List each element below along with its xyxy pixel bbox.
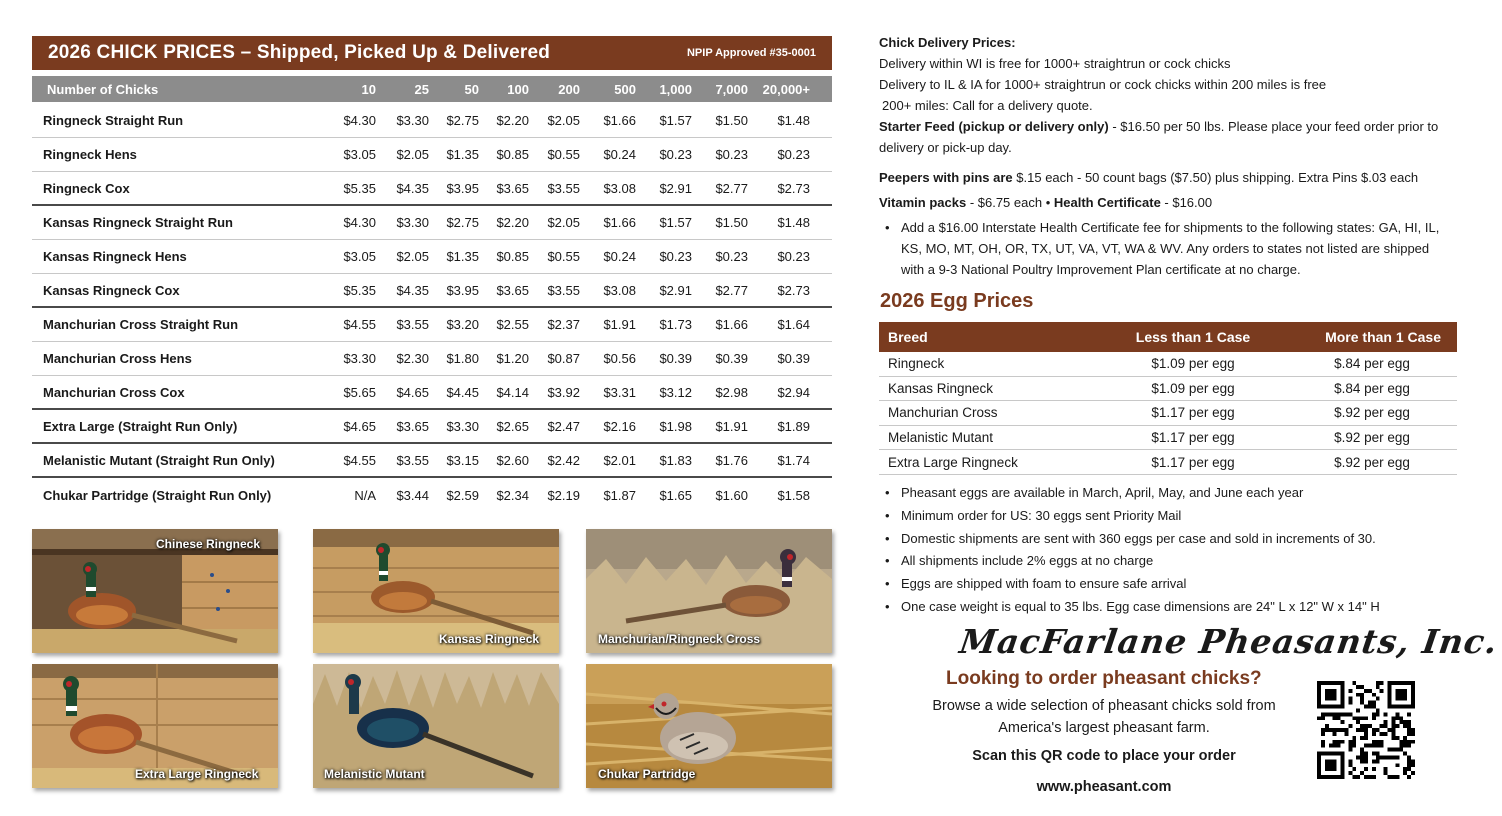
column-header-qty: 200 bbox=[558, 81, 580, 97]
health-certificate-label: Health Certificate bbox=[1053, 195, 1161, 210]
column-header-qty: 50 bbox=[464, 81, 479, 97]
price-cell: $2.77 bbox=[715, 180, 748, 196]
price-cell: $3.05 bbox=[343, 249, 376, 264]
photo-chukar-partridge bbox=[586, 664, 832, 788]
chick-column-headers bbox=[32, 76, 832, 102]
egg-cell-more: $.84 per egg bbox=[1334, 356, 1410, 372]
delivery-line: Delivery to IL & IA for 1000+ straightrun or cock chicks within 200 miles is free bbox=[879, 77, 1327, 92]
price-cell: $3.31 bbox=[603, 384, 636, 400]
price-cell: $5.35 bbox=[343, 282, 376, 298]
price-cell: $3.65 bbox=[396, 418, 429, 434]
egg-cell-less: $1.09 per egg bbox=[1151, 356, 1235, 372]
column-header-qty: 25 bbox=[414, 81, 429, 97]
price-cell: $2.55 bbox=[496, 317, 529, 332]
price-cell: $2.73 bbox=[777, 180, 810, 196]
chick-prices-title: 2026 CHICK PRICES – Shipped, Picked Up & Delivered bbox=[48, 42, 551, 63]
egg-header-breed: Breed bbox=[888, 329, 928, 345]
price-cell: $2.05 bbox=[396, 147, 429, 162]
price-cell: $0.56 bbox=[603, 351, 636, 366]
price-cell: $1.58 bbox=[777, 487, 810, 503]
price-cell: $2.94 bbox=[777, 384, 810, 400]
qr-code-icon[interactable] bbox=[1316, 681, 1416, 779]
table-row bbox=[32, 308, 832, 342]
column-header-name: Number of Chicks bbox=[47, 81, 159, 97]
breed-name: Ringneck Straight Run bbox=[43, 113, 184, 128]
price-cell: $2.01 bbox=[603, 452, 636, 468]
column-header-qty: 10 bbox=[361, 81, 376, 97]
list-item: • One case weight is equal to 35 lbs. Egg case dimensions are 24" L x 12" W x 14" H bbox=[879, 596, 1380, 619]
egg-prices-title: 2026 Egg Prices bbox=[880, 290, 1034, 312]
price-cell: $4.45 bbox=[446, 384, 479, 400]
price-cell: $3.65 bbox=[496, 180, 529, 196]
photo-caption: Extra Large Ringneck bbox=[135, 767, 259, 781]
price-cell: $0.24 bbox=[603, 249, 636, 264]
price-cell: $2.77 bbox=[715, 282, 748, 298]
price-cell: $4.35 bbox=[396, 282, 429, 298]
health-note-line: KS, MO, MT, OH, OR, TX, UT, VA, VT, WA & WV. Any orders to states not listed are shipped bbox=[901, 241, 1430, 256]
table-row bbox=[32, 138, 832, 172]
egg-header-less: Less than 1 Case bbox=[1135, 329, 1251, 345]
price-cell: $4.30 bbox=[343, 113, 376, 128]
egg-cell-more: $.84 per egg bbox=[1334, 380, 1410, 396]
price-cell: $1.20 bbox=[496, 351, 529, 366]
price-cell: $1.87 bbox=[603, 487, 636, 503]
price-cell: $1.91 bbox=[603, 317, 636, 332]
price-cell: $3.30 bbox=[446, 418, 479, 434]
breed-name: Melanistic Mutant (Straight Run Only) bbox=[43, 452, 275, 468]
price-cell: $2.20 bbox=[496, 215, 529, 230]
price-cell: $3.15 bbox=[446, 452, 479, 468]
price-cell: $1.66 bbox=[603, 113, 636, 128]
price-cell: $4.30 bbox=[343, 215, 376, 230]
price-cell: $2.16 bbox=[603, 418, 636, 434]
peepers-info bbox=[879, 167, 1418, 188]
photo-caption: Chukar Partridge bbox=[598, 767, 696, 781]
price-cell: $2.47 bbox=[547, 418, 580, 434]
price-cell: $3.08 bbox=[603, 180, 636, 196]
price-cell: $2.05 bbox=[547, 113, 580, 128]
table-row bbox=[32, 206, 832, 240]
price-cell: $1.83 bbox=[659, 452, 692, 468]
npip-approval: NPIP Approved #35-0001 bbox=[686, 47, 816, 59]
vitamin-text: - $6.75 each • bbox=[966, 195, 1054, 210]
price-cell: $4.14 bbox=[496, 384, 529, 400]
price-cell: $2.65 bbox=[496, 418, 529, 434]
price-cell: $0.23 bbox=[715, 147, 748, 162]
price-cell: $1.35 bbox=[446, 249, 479, 264]
starter-feed-text: - $16.50 per 50 lbs. Please place your feed order prior to bbox=[1108, 119, 1439, 134]
price-cell: $3.44 bbox=[396, 487, 429, 503]
table-row bbox=[879, 377, 1457, 402]
price-cell: $3.12 bbox=[659, 384, 692, 400]
price-cell: $0.55 bbox=[547, 147, 580, 162]
price-cell: $2.30 bbox=[396, 351, 429, 366]
price-cell: $3.95 bbox=[446, 180, 479, 196]
price-cell: $1.35 bbox=[446, 147, 479, 162]
price-cell: $1.66 bbox=[603, 215, 636, 230]
price-cell: $3.95 bbox=[446, 282, 479, 298]
price-cell: $2.75 bbox=[446, 113, 479, 128]
order-description-line: Browse a wide selection of pheasant chicks sold from bbox=[932, 698, 1276, 714]
price-cell: $2.59 bbox=[446, 487, 479, 503]
website-link[interactable]: www.pheasant.com bbox=[1036, 779, 1172, 795]
egg-cell-breed: Ringneck bbox=[888, 356, 945, 372]
price-cell: $1.57 bbox=[659, 215, 692, 230]
price-cell: $3.05 bbox=[343, 147, 376, 162]
photo-melanistic-mutant bbox=[313, 664, 559, 788]
breed-name: Chukar Partridge (Straight Run Only) bbox=[43, 487, 272, 503]
price-cell: $3.30 bbox=[396, 113, 429, 128]
egg-notes bbox=[879, 482, 1380, 619]
table-row bbox=[32, 444, 832, 478]
price-cell: $3.08 bbox=[603, 282, 636, 298]
table-row bbox=[32, 104, 832, 138]
starter-feed-label: Starter Feed (pickup or delivery only) bbox=[879, 119, 1109, 134]
price-cell: $2.19 bbox=[547, 487, 580, 503]
price-cell: $1.76 bbox=[715, 452, 748, 468]
price-cell: $3.55 bbox=[396, 452, 429, 468]
photo-chinese-ringneck bbox=[32, 529, 278, 653]
price-cell: $1.66 bbox=[715, 317, 748, 332]
price-cell: $0.85 bbox=[496, 147, 529, 162]
egg-price-table bbox=[879, 322, 1457, 475]
price-cell: $3.55 bbox=[547, 282, 580, 298]
egg-cell-breed: Manchurian Cross bbox=[888, 405, 998, 421]
price-cell: $1.98 bbox=[659, 418, 692, 434]
column-header-qty: 20,000+ bbox=[762, 81, 810, 97]
peepers-label: Peepers with pins are bbox=[879, 170, 1013, 185]
egg-cell-breed: Extra Large Ringneck bbox=[888, 454, 1018, 470]
delivery-info bbox=[879, 32, 1438, 158]
egg-cell-less: $1.09 per egg bbox=[1151, 380, 1235, 396]
breed-name: Ringneck Cox bbox=[43, 180, 130, 196]
price-cell: $4.55 bbox=[343, 452, 376, 468]
price-cell: $0.23 bbox=[659, 249, 692, 264]
price-cell: $2.05 bbox=[396, 249, 429, 264]
table-row bbox=[879, 352, 1457, 377]
price-cell: $4.65 bbox=[343, 418, 376, 434]
photo-caption: Chinese Ringneck bbox=[156, 537, 261, 551]
price-cell: $2.91 bbox=[659, 180, 692, 196]
delivery-line: 200+ miles: Call for a delivery quote. bbox=[882, 98, 1093, 113]
price-cell: $1.74 bbox=[777, 452, 810, 468]
order-description bbox=[900, 695, 1308, 739]
table-row bbox=[32, 172, 832, 206]
health-certificate-text: - $16.00 bbox=[1160, 195, 1213, 210]
health-note-line: • Add a $16.00 Interstate Health Certificate fee for shipments to the following states: GA, HI, IL, bbox=[879, 217, 1439, 238]
price-cell: $2.75 bbox=[446, 215, 479, 230]
order-title: Looking to order pheasant chicks? bbox=[946, 668, 1262, 689]
table-row bbox=[879, 450, 1457, 475]
table-row bbox=[879, 426, 1457, 451]
photo-extra-large-ringneck bbox=[32, 664, 278, 788]
price-cell: $1.64 bbox=[777, 317, 810, 332]
price-cell: $2.20 bbox=[496, 113, 529, 128]
scan-instruction: Scan this QR code to place your order bbox=[972, 748, 1236, 764]
table-row bbox=[32, 410, 832, 444]
egg-cell-less: $1.17 per egg bbox=[1151, 430, 1235, 446]
starter-feed-text: delivery or pick-up day. bbox=[879, 140, 1012, 155]
price-cell: $1.48 bbox=[777, 215, 810, 230]
breed-name: Kansas Ringneck Cox bbox=[43, 282, 180, 298]
breed-name: Manchurian Cross Hens bbox=[43, 351, 192, 366]
breed-name: Kansas Ringneck Straight Run bbox=[43, 215, 233, 230]
price-cell: $2.98 bbox=[715, 384, 748, 400]
price-cell: $0.23 bbox=[777, 249, 810, 264]
price-cell: $2.73 bbox=[777, 282, 810, 298]
chick-prices-header bbox=[32, 36, 832, 70]
price-cell: $5.65 bbox=[343, 384, 376, 400]
list-item: • Eggs are shipped with foam to ensure safe arrival bbox=[879, 573, 1380, 596]
egg-table-header bbox=[879, 322, 1457, 352]
price-cell: $3.55 bbox=[396, 317, 429, 332]
price-cell: $3.55 bbox=[547, 180, 580, 196]
price-cell: $1.57 bbox=[659, 113, 692, 128]
order-description-line: America's largest pheasant farm. bbox=[998, 720, 1210, 736]
delivery-line: Delivery within WI is free for 1000+ straightrun or cock chicks bbox=[879, 56, 1231, 71]
price-cell: $3.30 bbox=[396, 215, 429, 230]
egg-cell-more: $.92 per egg bbox=[1334, 405, 1410, 421]
column-header-qty: 500 bbox=[614, 81, 636, 97]
breed-name: Manchurian Cross Straight Run bbox=[43, 317, 239, 332]
photo-caption: Melanistic Mutant bbox=[324, 767, 425, 781]
table-row bbox=[879, 401, 1457, 426]
price-cell: $0.23 bbox=[659, 147, 692, 162]
price-cell: $4.65 bbox=[396, 384, 429, 400]
price-cell: $4.55 bbox=[343, 317, 376, 332]
list-item: • Domestic shipments are sent with 360 eggs per case and sold in increments of 30. bbox=[879, 528, 1380, 551]
vitamin-health-info bbox=[879, 192, 1212, 213]
egg-cell-less: $1.17 per egg bbox=[1151, 454, 1235, 470]
peepers-text: $.15 each - 50 count bags ($7.50) plus shipping. Extra Pins $.03 each bbox=[1012, 170, 1419, 185]
price-cell: $3.65 bbox=[496, 282, 529, 298]
price-cell: $0.39 bbox=[777, 351, 810, 366]
vitamin-label: Vitamin packs bbox=[879, 195, 967, 210]
column-header-qty: 100 bbox=[507, 81, 529, 97]
health-note bbox=[879, 217, 1439, 280]
price-cell: $1.91 bbox=[715, 418, 748, 434]
breed-name: Kansas Ringneck Hens bbox=[43, 249, 187, 264]
table-row bbox=[32, 274, 832, 308]
price-cell: N/A bbox=[354, 487, 376, 503]
breed-name: Ringneck Hens bbox=[43, 147, 137, 162]
column-header-qty: 7,000 bbox=[715, 81, 748, 97]
egg-cell-more: $.92 per egg bbox=[1334, 430, 1410, 446]
table-row bbox=[32, 376, 832, 410]
price-cell: $1.80 bbox=[446, 351, 479, 366]
price-cell: $5.35 bbox=[343, 180, 376, 196]
breed-name: Extra Large (Straight Run Only) bbox=[43, 418, 238, 434]
price-cell: $0.23 bbox=[715, 249, 748, 264]
price-cell: $1.73 bbox=[659, 317, 692, 332]
table-row bbox=[32, 240, 832, 274]
company-logo: MacFarlane Pheasants, Inc. bbox=[957, 622, 1501, 661]
list-item: • Pheasant eggs are available in March, April, May, and June each year bbox=[879, 482, 1380, 505]
price-cell: $0.24 bbox=[603, 147, 636, 162]
price-cell: $0.55 bbox=[547, 249, 580, 264]
list-item: • Minimum order for US: 30 eggs sent Priority Mail bbox=[879, 505, 1380, 528]
price-cell: $2.91 bbox=[659, 282, 692, 298]
price-cell: $0.39 bbox=[659, 351, 692, 366]
price-cell: $3.20 bbox=[446, 317, 479, 332]
egg-cell-less: $1.17 per egg bbox=[1151, 405, 1235, 421]
price-cell: $1.48 bbox=[777, 113, 810, 128]
health-note-line: with a 9-3 National Poultry Improvement Plan certificate at no charge. bbox=[901, 262, 1301, 277]
price-cell: $0.87 bbox=[547, 351, 580, 366]
breed-name: Manchurian Cross Cox bbox=[43, 384, 185, 400]
price-cell: $2.60 bbox=[496, 452, 529, 468]
price-cell: $2.34 bbox=[496, 487, 529, 503]
price-cell: $2.42 bbox=[547, 452, 580, 468]
price-cell: $3.30 bbox=[343, 351, 376, 366]
photo-caption: Manchurian/Ringneck Cross bbox=[598, 632, 761, 646]
list-item: • All shipments include 2% eggs at no charge bbox=[879, 550, 1380, 573]
photo-kansas-ringneck bbox=[313, 529, 559, 653]
price-cell: $1.50 bbox=[715, 113, 748, 128]
price-cell: $0.85 bbox=[496, 249, 529, 264]
egg-cell-breed: Kansas Ringneck bbox=[888, 380, 994, 396]
egg-cell-more: $.92 per egg bbox=[1334, 454, 1410, 470]
price-cell: $1.89 bbox=[777, 418, 810, 434]
price-cell: $4.35 bbox=[396, 180, 429, 196]
photo-manchurian-cross bbox=[586, 529, 832, 653]
price-cell: $3.92 bbox=[547, 384, 580, 400]
egg-header-more: More than 1 Case bbox=[1325, 329, 1441, 345]
egg-cell-breed: Melanistic Mutant bbox=[888, 430, 994, 446]
price-cell: $1.60 bbox=[715, 487, 748, 503]
price-cell: $1.65 bbox=[659, 487, 692, 503]
price-cell: $2.05 bbox=[547, 215, 580, 230]
price-cell: $0.39 bbox=[715, 351, 748, 366]
table-row bbox=[32, 342, 832, 376]
delivery-heading: Chick Delivery Prices: bbox=[879, 35, 1016, 50]
price-cell: $0.23 bbox=[777, 147, 810, 162]
price-cell: $1.50 bbox=[715, 215, 748, 230]
column-header-qty: 1,000 bbox=[659, 81, 692, 97]
table-row bbox=[32, 478, 832, 512]
photo-caption: Kansas Ringneck bbox=[439, 632, 540, 646]
chick-price-table bbox=[32, 104, 832, 512]
price-cell: $2.37 bbox=[547, 317, 580, 332]
